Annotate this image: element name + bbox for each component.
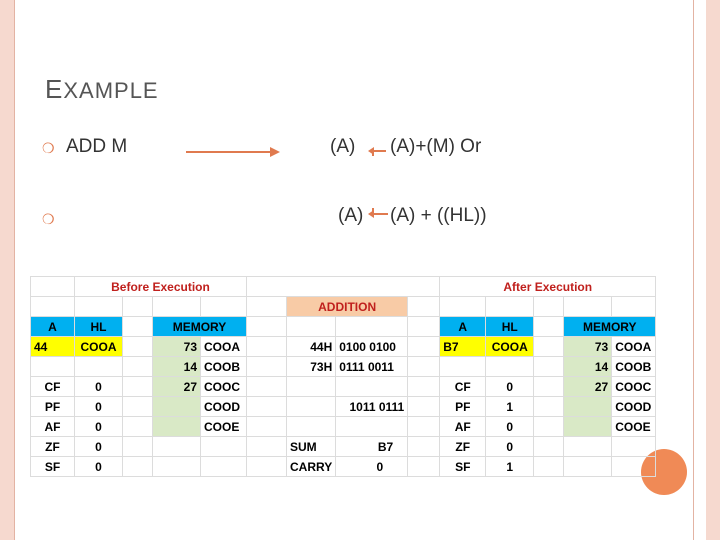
- table-cell: 1011 0111: [336, 397, 408, 417]
- slide-title: EXAMPLE: [45, 74, 159, 104]
- table-cell: CF: [440, 377, 486, 397]
- table-cell: COOD: [201, 397, 247, 417]
- table-cell: ZF: [440, 437, 486, 457]
- table-cell: HL: [486, 317, 534, 337]
- table-cell: 0: [486, 417, 534, 437]
- table-cell: 73: [153, 337, 201, 357]
- table-cell: 44: [31, 337, 75, 357]
- table-cell: AF: [31, 417, 75, 437]
- table-cell: ZF: [31, 437, 75, 457]
- table-cell: [153, 397, 201, 417]
- table-cell: 14: [564, 357, 612, 377]
- table-cell: PF: [31, 397, 75, 417]
- table-cell: COOE: [201, 417, 247, 437]
- table-cell: 0: [75, 457, 123, 477]
- table-cell: SF: [31, 457, 75, 477]
- table-cell: [564, 417, 612, 437]
- table-cell: 44H: [287, 337, 336, 357]
- table-cell: 0: [336, 457, 408, 477]
- table-cell: B7: [336, 437, 408, 457]
- table-cell: A: [440, 317, 486, 337]
- table-cell: COOB: [612, 357, 656, 377]
- bullet-icon: ❍: [42, 140, 55, 156]
- table-cell: 27: [153, 377, 201, 397]
- table-cell: HL: [75, 317, 123, 337]
- table-cell: 73H: [287, 357, 336, 377]
- table-cell: MEMORY: [564, 317, 656, 337]
- table-row: [31, 297, 656, 317]
- table-cell: 0: [486, 377, 534, 397]
- left-arrow-icon: [368, 208, 390, 220]
- table-cell: AF: [440, 417, 486, 437]
- right-frame-band: [706, 0, 720, 540]
- table-row: [31, 377, 656, 397]
- table-cell: 73: [564, 337, 612, 357]
- table-cell: 0111 0011: [336, 357, 408, 377]
- table-cell: A: [31, 317, 75, 337]
- table-cell: 0: [75, 397, 123, 417]
- table-cell: 1: [486, 457, 534, 477]
- table-cell: SF: [440, 457, 486, 477]
- long-arrow-head: [270, 147, 280, 157]
- table-cell: COOD: [612, 397, 656, 417]
- table-row: [31, 357, 656, 377]
- table-cell: COOA: [75, 337, 123, 357]
- long-arrow-line: [186, 151, 272, 153]
- left-arrow-icon: [368, 145, 388, 157]
- right-frame-line: [693, 0, 694, 540]
- table-cell: 27: [564, 377, 612, 397]
- table-row: [31, 337, 656, 357]
- table-row: [31, 437, 656, 457]
- line2-lhs: (A): [338, 205, 364, 226]
- table-cell: 0100 0100: [336, 337, 408, 357]
- table-row: [31, 457, 656, 477]
- table-cell: COOA: [201, 337, 247, 357]
- table-cell: COOE: [612, 417, 656, 437]
- table-cell: 0: [75, 417, 123, 437]
- left-frame-band: [0, 0, 14, 540]
- table-cell: SUM: [287, 437, 336, 457]
- table-cell: 1: [486, 397, 534, 417]
- table-row: [31, 417, 656, 437]
- table-cell: B7: [440, 337, 486, 357]
- table-cell: MEMORY: [153, 317, 247, 337]
- table-cell: COOA: [612, 337, 656, 357]
- execution-table: [30, 276, 656, 477]
- table-cell: 0: [75, 437, 123, 457]
- table-cell: 14: [153, 357, 201, 377]
- instruction-text: ADD M: [66, 136, 128, 157]
- addition-label: ADDITION: [287, 297, 408, 317]
- line2-rhs: (A) + ((HL)): [390, 205, 487, 226]
- left-frame-line: [14, 0, 15, 540]
- table-cell: COOC: [201, 377, 247, 397]
- table-cell: COOC: [612, 377, 656, 397]
- table-cell: CF: [31, 377, 75, 397]
- table-row: [31, 397, 656, 417]
- table-cell: PF: [440, 397, 486, 417]
- table-row: [31, 317, 656, 337]
- bullet-icon: ❍: [42, 211, 55, 227]
- after-execution-label: After Execution: [440, 277, 656, 297]
- table-cell: COOB: [201, 357, 247, 377]
- table-cell: [153, 417, 201, 437]
- table-row: [31, 277, 656, 297]
- table-cell: CARRY: [287, 457, 336, 477]
- table-cell: [564, 397, 612, 417]
- before-execution-label: Before Execution: [75, 277, 247, 297]
- table-cell: 0: [486, 437, 534, 457]
- table-cell: COOA: [486, 337, 534, 357]
- line1-rhs: (A)+(M) Or: [390, 136, 482, 157]
- line1-lhs: (A): [330, 136, 356, 157]
- table-cell: 0: [75, 377, 123, 397]
